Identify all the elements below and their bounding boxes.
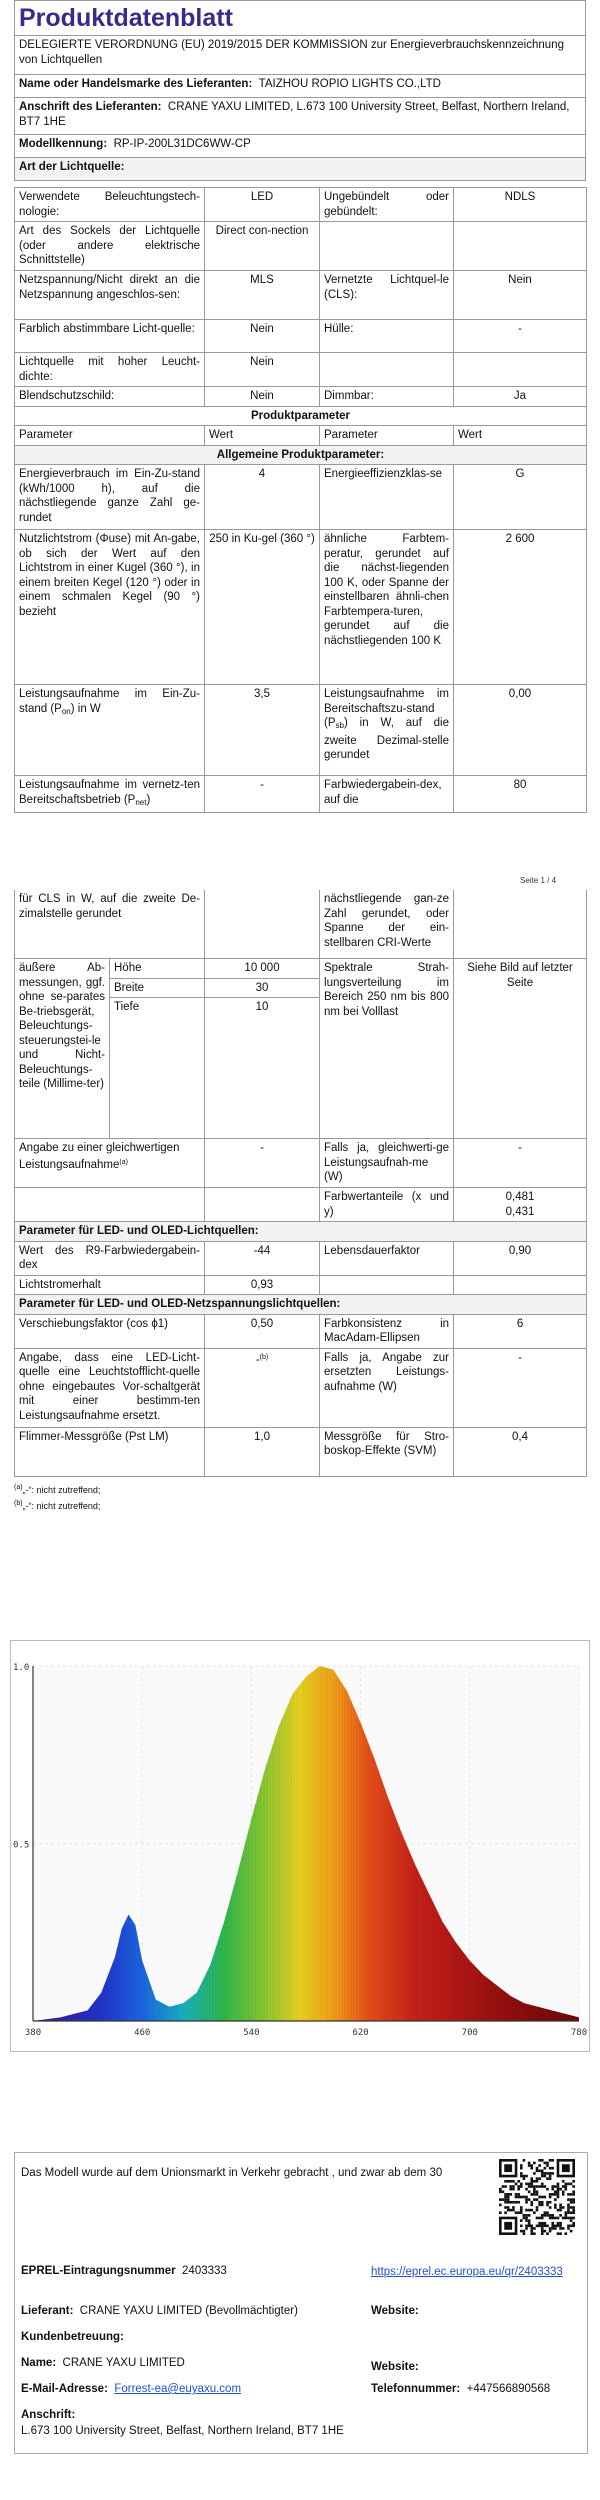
dims-label: äußere Ab-messungen, ggf. ohne se-parates Be-triebsgerät, Beleuchtungs-steuerungstei-le und Nicht-Beleuchtungs-teile (Millime-ter) [15,959,110,1139]
pf-label: Verschiebungsfaktor (cos ϕ1) [15,1314,205,1348]
spd-label: Spektrale Strah-lungsverteilung im Bereich 250 nm bis 800 nm bei Volllast [320,959,454,1139]
supplier-address-value: CRANE YAXU LIMITED, L.673 100 University Street, Belfast, Northern Ireland, BT7 1HE [19,101,570,128]
params-table-continued [14,890,587,1477]
glare-value: Nein [205,387,320,407]
lightsource-table [14,187,587,813]
footnote-a-mark: (a) [14,1483,23,1491]
color-value: Nein [205,320,320,353]
fluo-row [15,1348,587,1427]
model-label: Modellkennung: [19,138,108,150]
flux-row [15,530,587,685]
name-row [21,2357,361,2369]
market-text: Das Modell wurde auf dem Unionsmarkt in Verkehr gebracht , und zwar ab dem 30 [21,2167,443,2179]
r9-row [15,1241,587,1275]
params-section-title: Produktparameter [15,406,587,426]
cont-row [15,890,587,959]
chroma-label: Farbwertanteile (x und y) [320,1188,454,1222]
height-row [15,959,587,979]
consist-label: Farbkonsistenz in MacAdam-Ellipsen [320,1314,454,1348]
type-label: Art der Lichtquelle: [15,158,586,181]
col-param-2: Parameter [320,426,454,446]
page-1 [14,0,586,813]
mains-row [15,271,587,320]
depth-label: Tiefe [110,998,205,1139]
width-value: 30 [205,978,320,998]
height-label: Höhe [110,959,205,979]
pon-label-b: ) in W [70,702,101,715]
spectrum-chart-frame [10,1640,590,2052]
eclass-value: G [454,465,587,530]
strobo-value: 0,4 [454,1427,587,1476]
x-tick-label: 620 [352,2028,369,2038]
pf-value: 0,50 [205,1314,320,1348]
pon-label [15,685,205,776]
model-row [15,135,586,158]
glare-label: Blendschutzschild: [15,387,205,407]
envelope-value: - [454,320,587,353]
page-title: Produktdatenblatt [14,0,586,35]
pnet-cont: für CLS in W, auf die zweite De-zimalstelle gerundet [15,890,205,959]
fluo-value [205,1348,320,1427]
footnote-b-text: „-“: nicht zutreffend; [22,1500,101,1511]
equiv2-value: - [454,1139,587,1188]
equiv-sup: (a) [119,1158,128,1166]
psb-label-a: Leistungsaufnahme im Bereitschaftszu-stand (P [324,688,449,729]
supplier-name-value: TAIZHOU ROPIO LIGHTS CO.,LTD [258,78,441,90]
highlum-row [15,353,587,387]
width-label: Breite [110,978,205,998]
y-tick-label: 0.5 [13,1840,30,1851]
flicker-label: Flimmer-Messgröße (Pst LM) [15,1427,205,1476]
email-label: E-Mail-Adresse: [21,2383,108,2395]
supplier-value: CRANE YAXU LIMITED (Bevollmächtigter) [79,2305,298,2317]
model-value: RP-IP-200L31DC6WW-CP [113,138,251,150]
email-link[interactable]: Forrest-ea@euyaxu.com [114,2383,242,2395]
cri-cont: nächstliegende gan-ze Zahl gerundet, oder Spanne der ein-stellbaren CRI-Werte [320,890,454,959]
eclass-label: Energieeffizienzklas-se [320,465,454,530]
maint-empty-1 [320,1275,454,1295]
cct-label: ähnliche Farbtem-peratur, gerundet auf die nächst-liegenden 100 K, oder Spanne der einstellbaren ähnli-chen Farbtempera-turen, gerundet auf die nächstliegenden 100 K [320,530,454,685]
energy-row [15,465,587,530]
email-row [21,2383,361,2395]
undirected-value: NDLS [454,188,587,222]
pnet-label-sub: net [135,797,147,807]
mains-value: MLS [205,271,320,320]
chroma-value [454,1188,587,1222]
highlum-empty-1 [320,353,454,387]
r9-value: -44 [205,1241,320,1275]
spectrum-chart [11,1641,589,2051]
address-value: L.673 100 University Street, Belfast, Northern Ireland, BT7 1HE [21,2425,344,2437]
flicker-value: 1,0 [205,1427,320,1476]
highlum-label: Lichtquelle mit hoher Leucht-dichte: [15,353,205,387]
x-tick-label: 700 [461,2028,478,2038]
flicker-row [15,1427,587,1476]
service-label: Kundenbetreuung: [21,2331,124,2343]
pnet-label-a: Leistungsaufnahme im vernetz-ten Bereitschaftsbetrieb (P [19,779,200,806]
tech-label: Verwendete Beleuchtungstech-nologie: [15,188,205,222]
pon-row [15,685,587,776]
mains-title: Parameter für LED- und OLED-Netzspannungslichtquellen: [15,1295,587,1315]
general-title: Allgemeine Produktparameter: [15,445,587,465]
maint-row [15,1275,587,1295]
connected-label: Vernetzte Lichtquel-le (CLS): [320,271,454,320]
mains-title-row [15,1295,587,1315]
equiv2-label: Falls ja, gleichwerti-ge Leistungsaufnah-me (W) [320,1139,454,1188]
params-header-row [15,426,587,446]
pon-label-a: Leistungsaufnahme im Ein-Zu-stand (P [19,688,200,715]
tech-row [15,188,587,222]
supplier-label: Lieferant: [21,2305,74,2317]
envelope-label: Hülle: [320,320,454,353]
website2-label: Website: [371,2361,419,2373]
color-row [15,320,587,353]
cct-value: 2 600 [454,530,587,685]
footnote-a [14,1481,586,1497]
supplier-name-label: Name oder Handelsmarke des Lieferanten: [19,78,253,90]
x-tick-label: 780 [570,2028,588,2038]
eprel-link[interactable]: https://eprel.ec.europa.eu/qr/2403333 [371,2266,563,2278]
pnet-value: - [205,776,320,813]
pnet-label-b: ) [146,793,151,806]
cont-empty [205,890,320,959]
name-value: CRANE YAXU LIMITED [62,2357,185,2369]
color-label: Farblich abstimmbare Licht-quelle: [15,320,205,353]
energy-value: 4 [205,465,320,530]
chroma-y: 0,431 [505,1205,535,1218]
website-label: Website: [371,2305,419,2317]
pf-row [15,1314,587,1348]
dimm-label: Dimmbar: [320,387,454,407]
connected-value: Nein [454,271,587,320]
eprel-box [14,2152,588,2454]
fluo2-value: - [454,1348,587,1427]
glare-row [15,387,587,407]
fluo-sup: (b) [259,1353,269,1361]
led-title-row [15,1222,587,1242]
undirected-label: Ungebündelt oder gebündelt: [320,188,454,222]
col-value-2: Wert [454,426,587,446]
type-row [15,158,586,181]
equiv-label [15,1139,205,1188]
supplier-row [21,2305,361,2317]
tech-value: LED [205,188,320,222]
supplier-address-row [15,98,586,135]
general-title-row [15,445,587,465]
page-2 [14,890,586,1513]
eprel-row [21,2265,361,2277]
cap-row [15,222,587,271]
pon-value: 3,5 [205,685,320,776]
chroma-empty-1 [15,1188,205,1222]
strobo-label: Messgröße für Stro-boskop-Effekte (SVM) [320,1427,454,1476]
energy-label: Energieverbrauch im Ein-Zu-stand (kWh/1000 h), auf die nächstliegende ganze Zahl ge-rundet [15,465,205,530]
psb-label-sub: sb [335,721,344,730]
col-param-1: Parameter [15,426,205,446]
cap-value: Direct con-nection [205,222,320,271]
x-tick-label: 540 [243,2028,260,2038]
pnet-label [15,776,205,813]
r9-label: Wert des R9-Farbwiedergabein-dex [15,1241,205,1275]
dimm-value: Ja [454,387,587,407]
eprel-value: 2403333 [182,2265,227,2277]
depth-value: 10 [205,998,320,1139]
address-label: Anschrift: [21,2409,76,2421]
phone-row [371,2383,581,2395]
footnote-b-mark: (b) [14,1499,23,1507]
params-title-row [15,406,587,426]
footnote-b [14,1497,586,1513]
highlum-empty-2 [454,353,587,387]
equiv-row [15,1139,587,1188]
equiv-value: - [205,1139,320,1188]
phone-value: +447566890568 [466,2383,551,2395]
fluo-label: Angabe, dass eine LED-Licht-quelle eine Leuchtstofflicht-quelle ohne eingebautes Vor-schaltgerät mit einer bestimm-ten Leistungsaufnahme ersetzt. [15,1348,205,1427]
supplier-name-row [15,75,586,98]
psb-label-b: ) in W, auf die zweite Dezimal-stelle gerundet [324,717,449,761]
maint-empty-2 [454,1275,587,1295]
psb-value: 0,00 [454,685,587,776]
height-value: 10 000 [205,959,320,979]
phone-label: Telefonnummer: [371,2383,461,2395]
survival-value: 0,90 [454,1241,587,1275]
supplier-table [14,74,586,181]
consist-value: 6 [454,1314,587,1348]
y-tick-label: 1.0 [13,1663,30,1673]
x-tick-label: 460 [134,2028,151,2038]
cri-label: Farbwiedergabein-dex, auf die [320,776,454,813]
qr-code-icon [499,2159,575,2235]
eprel-label: EPREL-Eintragungsnummer [21,2265,176,2277]
survival-label: Lebensdauerfaktor [320,1241,454,1275]
cap-label: Art des Sockels der Lichtquelle (oder andere elektrische Schnittstelle) [15,222,205,271]
highlum-value: Nein [205,353,320,387]
chroma-row [15,1188,587,1222]
fluo-value-text: - [255,1353,260,1366]
flux-value: 250 in Ku-gel (360 °) [205,530,320,685]
maint-label: Lichtstromerhalt [15,1275,205,1295]
mains-label: Netzspannung/Nicht direkt an die Netzspannung angeschlos-sen: [15,271,205,320]
regulation-text: DELEGIERTE VERORDNUNG (EU) 2019/2015 DER KOMMISSION zur Energieverbrauchskennzeichnung von Lichtquellen [14,35,586,74]
spd-value: Siehe Bild auf letzter Seite [454,959,587,1139]
col-value-1: Wert [205,426,320,446]
cont-empty-2 [454,890,587,959]
page-number: Seite 1 / 4 [520,876,557,885]
flux-label: Nutzlichtstrom (Φuse) mit An-gabe, ob sich der Wert auf den Lichtstrom in einer Kugel (360 °), in einem breiten Kegel (120 °) oder in einem schmalen Kegel (90 °) bezieht [15,530,205,685]
chroma-empty-2 [205,1188,320,1222]
name-label: Name: [21,2357,57,2369]
footnote-a-text: „-“: nicht zutreffend; [22,1484,101,1495]
cap-empty-1 [320,222,454,271]
chroma-x: 0,481 [505,1191,535,1203]
pnet-row [15,776,587,813]
supplier-address-label: Anschrift des Lieferanten: [19,101,162,113]
pon-label-sub: on [61,706,71,716]
fluo2-label: Falls ja, Angabe zur ersetzten Leistungs-aufnahme (W) [320,1348,454,1427]
cap-empty-2 [454,222,587,271]
psb-label [320,685,454,776]
x-tick-label: 380 [24,2028,42,2038]
maint-value: 0,93 [205,1275,320,1295]
cri-value: 80 [454,776,587,813]
led-title: Parameter für LED- und OLED-Lichtquellen: [15,1222,587,1242]
equiv-label-text: Angabe zu einer gleichwertigen Leistungsaufnahme [19,1142,180,1171]
